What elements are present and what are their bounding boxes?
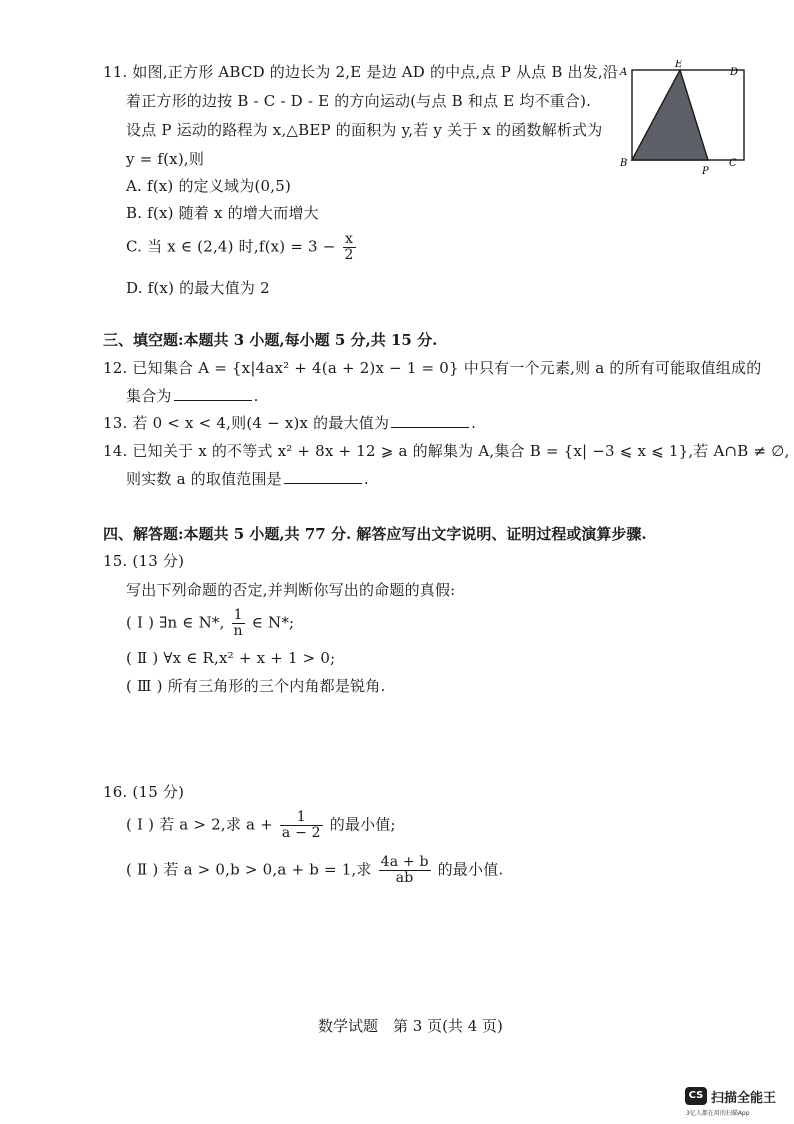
q11-option-c-numerator: x (343, 232, 356, 248)
scanner-tagline: 3亿人都在用的扫描App (686, 1110, 750, 1117)
q16-part-i (126, 810, 396, 841)
q13-line (103, 413, 476, 433)
q15-part-i-text: ( Ⅰ ) ∃n ∈ N*, (126, 613, 225, 632)
q11-line-3: 设点 P 运动的路程为 x,△BEP 的面积为 y,若 y 关于 x 的函数解析式为 (126, 121, 603, 139)
q16-part-ii-tail: 的最小值. (437, 860, 504, 879)
q11-option-d: D. f(x) 的最大值为 2 (126, 279, 270, 297)
label-e: E (675, 60, 683, 70)
q14-line-1: 14. 已知关于 x 的不等式 x² + 8x + 12 ⩾ a 的解集为 A,集合 B = {x| −3 ⩽ x ⩽ 1},若 A∩B ≠ ∅, (103, 442, 790, 460)
q11-line-4: y = f(x),则 (126, 150, 205, 168)
q11-option-c-fraction (343, 232, 356, 263)
q11-option-c-denominator: 2 (344, 247, 354, 263)
q15-part-i-numerator: 1 (232, 608, 245, 624)
q11-option-b: B. f(x) 随着 x 的增大而增大 (126, 204, 319, 222)
section-3-heading: 三、填空题:本题共 3 小题,每小题 5 分,共 15 分. (103, 331, 438, 349)
q13-text: 13. 若 0 < x < 4,则(4 − x)x 的最大值为 (103, 414, 390, 432)
square-figure (612, 60, 752, 178)
triangle-bep (632, 70, 708, 160)
q15-part-ii: ( Ⅱ ) ∀x ∈ R,x² + x + 1 > 0; (126, 649, 336, 667)
q15-part-i-tail: ∈ N*; (251, 613, 295, 632)
q16-part-ii (126, 855, 503, 886)
q16-part-ii-numerator: 4a + b (380, 854, 429, 870)
q11-option-c-text: C. 当 x ∈ (2,4) 时,f(x) = 3 − (126, 237, 336, 256)
q16-part-ii-fraction (379, 855, 431, 886)
q16-title: 16. (15 分) (103, 783, 185, 801)
page-footer: 数学试题 第 3 页(共 4 页) (318, 1017, 503, 1035)
q16-part-i-tail: 的最小值; (329, 815, 396, 834)
q13-period: . (471, 414, 477, 432)
q11-line-1: 11. 如图,正方形 ABCD 的边长为 2,E 是边 AD 的中点,点 P 从点 B 出发,沿 (103, 63, 619, 81)
q14-answer-blank[interactable] (284, 469, 362, 484)
q14-line-2 (126, 469, 369, 489)
q14-text: 则实数 a 的取值范围是 (126, 470, 282, 488)
label-b: B (620, 158, 628, 169)
q13-answer-blank[interactable] (391, 413, 469, 428)
q15-title: 15. (13 分) (103, 552, 185, 570)
q15-part-i-denominator: n (233, 623, 243, 639)
q16-part-i-text: ( Ⅰ ) 若 a > 2,求 a + (126, 815, 273, 834)
q12-text: 集合为 (126, 387, 172, 405)
q12-line-2 (126, 386, 259, 406)
label-a: A (620, 67, 628, 78)
q15-part-i (126, 608, 294, 639)
section-4-heading: 四、解答题:本题共 5 小题,共 77 分. 解答应写出文字说明、证明过程或演算步骤. (103, 525, 647, 543)
q16-part-i-numerator: 1 (280, 810, 323, 826)
q15-part-iii: ( Ⅲ ) 所有三角形的三个内角都是锐角. (126, 677, 386, 695)
q15-part-i-fraction (232, 608, 245, 639)
q12-answer-blank[interactable] (174, 386, 252, 401)
q12-period: . (253, 387, 259, 405)
camscanner-logo-icon: CS (685, 1087, 707, 1105)
q15-intro: 写出下列命题的否定,并判断你写出的命题的真假: (126, 581, 456, 599)
label-d: D (730, 67, 739, 78)
q11-line-2: 着正方形的边按 B - C - D - E 的方向运动(与点 B 和点 E 均不重合). (126, 92, 592, 110)
q12-line-1: 12. 已知集合 A = {x|4ax² + 4(a + 2)x − 1 = 0} 中只有一个元素,则 a 的所有可能取值组成的 (103, 359, 762, 377)
label-p: P (702, 166, 709, 177)
scanner-app-name: 扫描全能王 (711, 1091, 777, 1106)
q16-part-i-fraction (280, 810, 323, 841)
q16-part-i-denominator: a − 2 (281, 825, 321, 841)
label-c: C (729, 158, 737, 169)
q14-period: . (363, 470, 369, 488)
q16-part-ii-denominator: ab (395, 870, 414, 886)
q16-part-ii-text: ( Ⅱ ) 若 a > 0,b > 0,a + b = 1,求 (126, 860, 372, 879)
q11-option-c (126, 232, 358, 263)
q11-option-a: A. f(x) 的定义域为(0,5) (126, 177, 292, 195)
